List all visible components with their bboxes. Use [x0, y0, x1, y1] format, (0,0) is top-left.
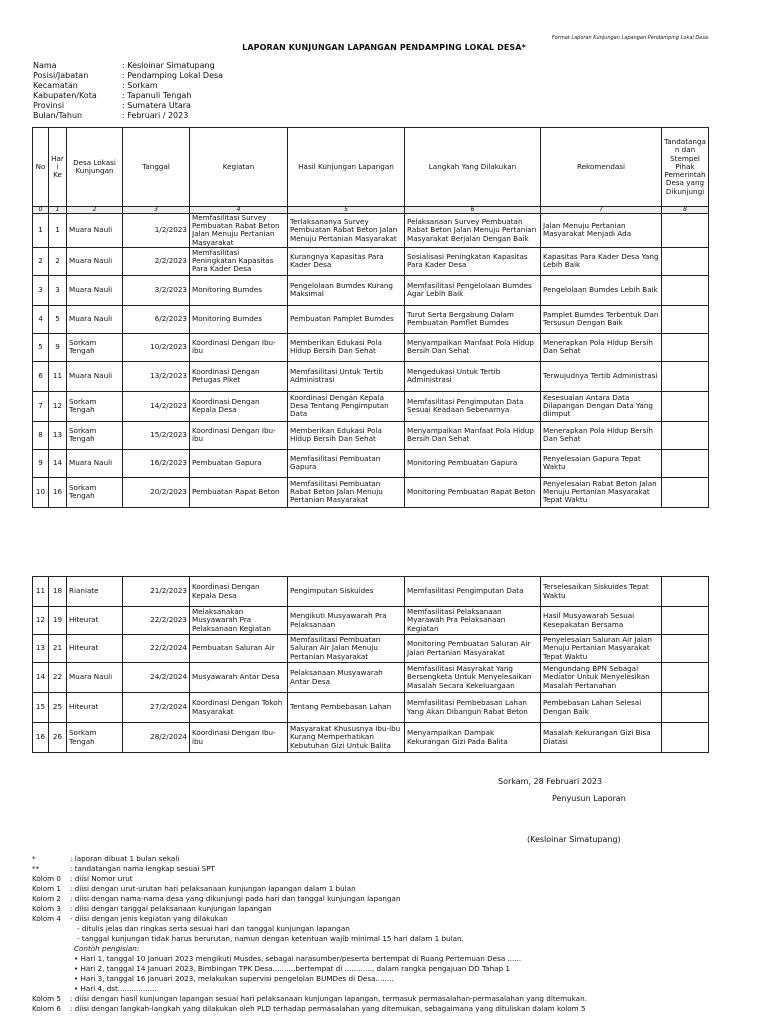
cell-hasil: Memfasilitasi Pembuatan Saluran Air Jalan Menuju Pertanian Masyarakat: [288, 635, 405, 663]
visit-table-page2: [32, 576, 709, 753]
cell-langkah: Monitoring Pembuatan Rapat Beton: [405, 477, 541, 507]
cell-tanggal: 15/2/2023: [123, 421, 190, 449]
note-text: : diisi dengan langkah-langkah yang dilakukan oleh PLD terhadap permasalahan yang ditemukan, sebagaimana yang dituliskan dalam kolom 5: [70, 1004, 586, 1013]
cell-rekomendasi: Penyelesaian Gapura Tepat Waktu: [541, 449, 662, 477]
cell-langkah: Menyampaikan Manfaat Pola Hidup Bersih Dan Sehat: [405, 333, 541, 361]
cell-langkah: Turut Serta Bergabung Dalam Pembuatan Pamflet Bumdes: [405, 305, 541, 333]
table-row: [33, 361, 709, 391]
info-value: : Sumatera Utara: [122, 101, 191, 111]
table-row: [33, 247, 709, 275]
table-row: [33, 693, 709, 723]
note-text: : diisi dengan urut-urutan hari pelaksanaan kunjungan lapangan dalam 1 bulan: [70, 884, 356, 893]
cell-desa: Muara Nauli: [67, 275, 123, 305]
cell-no: 6: [33, 361, 49, 391]
table-header-row: [33, 128, 709, 207]
cell-hari-ke: 25: [49, 693, 67, 723]
cell-no: 1: [33, 214, 49, 248]
note-text: : laporan dibuat 1 bulan sekali: [70, 854, 180, 863]
note-text: : diisi dengan hasil kunjungan lapangan sesuai hari pelaksanaan kunjungan lapangan, termasuk permasalahan-permasalahan yang ditemukan.: [70, 994, 587, 1003]
cell-tandatangan: [662, 635, 709, 663]
cell-tanggal: 27/2/2024: [123, 693, 190, 723]
note-row: [32, 914, 732, 924]
note-key: Kolom 5: [32, 994, 62, 1003]
cell-desa: Muara Nauli: [67, 247, 123, 275]
cell-hari-ke: 9: [49, 333, 67, 361]
header-kegiatan: Kegiatan: [190, 128, 288, 207]
notes-section: [32, 854, 732, 1014]
column-number: 0: [33, 207, 49, 214]
cell-hari-ke: 11: [49, 361, 67, 391]
info-label: Kecamatan: [33, 81, 78, 91]
table-row: [33, 663, 709, 693]
cell-tandatangan: [662, 449, 709, 477]
cell-no: 7: [33, 391, 49, 421]
cell-desa: Hiteurat: [67, 635, 123, 663]
cell-langkah: Memfasilitasi Pengelolaan Bumdes Agar Lebih Baik: [405, 275, 541, 305]
cell-hari-ke: 22: [49, 663, 67, 693]
cell-no: 2: [33, 247, 49, 275]
cell-hasil: Pengimputan Siskuides: [288, 577, 405, 607]
note-row: [32, 884, 732, 894]
cell-kegiatan: Melaksanakan Musyawarah Pra Pelaksanaan Kegiatan: [190, 607, 288, 635]
header-tandatangan: Tandatangan dan Stempel Pihak Pemerintah Desa yang Dikunjungi: [662, 128, 709, 207]
cell-kegiatan: Koordinasi Dengan Tokoh Masyarakat: [190, 693, 288, 723]
note-key: **: [32, 864, 40, 873]
cell-rekomendasi: Kapasitas Para Kader Desa Yang Lebih Baik: [541, 247, 662, 275]
cell-rekomendasi: Menerapkan Pola Hidup Bersih Dan Sehat: [541, 421, 662, 449]
cell-no: 4: [33, 305, 49, 333]
cell-kegiatan: Memfasilitasi Survey Pembuatan Rabat Beton Jalan Menuju Pertanian Masyarakat: [190, 214, 288, 248]
example-item: • Hari 4, dst.................: [74, 984, 157, 993]
table-row: [33, 723, 709, 753]
table-row: [33, 635, 709, 663]
cell-tanggal: 21/2/2023: [123, 577, 190, 607]
note-text: : tandatangan nama lengkap sesuai SPT: [70, 864, 215, 873]
header-desa: Desa Lokasi Kunjungan: [67, 128, 123, 207]
info-row-kecamatan: [33, 81, 223, 91]
cell-hasil: Memfasilitasi Untuk Tertib Administrasi: [288, 361, 405, 391]
cell-hasil: Pelaksanaan Musyawarah Antar Desa: [288, 663, 405, 693]
column-number-row: [33, 207, 709, 214]
info-row-posisi: [33, 71, 223, 81]
cell-hasil: Pengelolaan Bumdes Kurang Maksimal: [288, 275, 405, 305]
cell-rekomendasi: Penyelesaian Rabat Beton Jalan Menuju Pertanian Masyarakat Tepat Waktu: [541, 477, 662, 507]
table-row: [33, 214, 709, 248]
cell-kegiatan: Koordinasi Dengan Petugas Piket: [190, 361, 288, 391]
cell-tanggal: 1/2/2023: [123, 214, 190, 248]
cell-hasil: Masyarakat Khususnya Ibu-ibu Kurang Memperhatikan Kebutuhan Gizi Untuk Balita: [288, 723, 405, 753]
cell-langkah: Pelaksanaan Survey Pembuatan Rabat Beton Jalan Menuju Pertanian Masyarakat Berjalan Dengan Baik: [405, 214, 541, 248]
cell-no: 15: [33, 693, 49, 723]
cell-tanggal: 22/2/2023: [123, 607, 190, 635]
cell-no: 13: [33, 635, 49, 663]
cell-tandatangan: [662, 214, 709, 248]
table-row: [33, 421, 709, 449]
info-value: : Pendamping Lokal Desa: [122, 71, 224, 81]
cell-tandatangan: [662, 361, 709, 391]
identity-block: [33, 61, 223, 122]
cell-tandatangan: [662, 693, 709, 723]
cell-hasil: Memfasilitasi Pembuatan Gapura: [288, 449, 405, 477]
note-sub: - tanggal kunjungan tidak harus berurutan, namun dengan ketentuan wajib minimal 15 hari dalam 1 bulan.: [77, 934, 464, 943]
cell-no: 9: [33, 449, 49, 477]
cell-langkah: Menyampaikan Dampak Kekurangan Gizi Pada Balita: [405, 723, 541, 753]
signature-name: (Kesloinar Simatupang): [527, 835, 621, 844]
cell-langkah: Memfasilitasi Pengimputan Data Sesuai Keadaan Sebenarnya: [405, 391, 541, 421]
cell-kegiatan: Pembuatan Saluran Air: [190, 635, 288, 663]
cell-hasil: Memberikan Edukasi Pola Hidup Bersih Dan Sehat: [288, 333, 405, 361]
cell-desa: Muara Nauli: [67, 663, 123, 693]
cell-no: 11: [33, 577, 49, 607]
cell-hasil: Memberikan Edukasi Pola Hidup Bersih Dan Sehat: [288, 421, 405, 449]
header-hasil: Hasil Kunjungan Lapangan: [288, 128, 405, 207]
cell-hari-ke: 3: [49, 275, 67, 305]
cell-rekomendasi: Kesesuaian Antara Data Dilapangan Dengan Data Yang diimput: [541, 391, 662, 421]
cell-hari-ke: 14: [49, 449, 67, 477]
cell-no: 3: [33, 275, 49, 305]
cell-tandatangan: [662, 421, 709, 449]
note-text: : diisi Nomor urut: [70, 874, 133, 883]
cell-tanggal: 6/2/2023: [123, 305, 190, 333]
note-text: : diisi dengan nama-nama desa yang dikunjungi pada hari dan tanggal kunjungan lapangan: [70, 894, 401, 903]
table-row: [33, 477, 709, 507]
cell-hasil: Mengikuti Musyawarah Pra Pelaksanaan: [288, 607, 405, 635]
cell-tanggal: 3/2/2023: [123, 275, 190, 305]
cell-hari-ke: 21: [49, 635, 67, 663]
cell-rekomendasi: Jalan Menuju Pertanian Masyarakat Menjadi Ada: [541, 214, 662, 248]
note-row: [32, 994, 732, 1004]
cell-hasil: Tentang Pembebasan Lahan: [288, 693, 405, 723]
table-row: [33, 577, 709, 607]
info-label: Posisi/Jabatan: [33, 71, 89, 81]
cell-tandatangan: [662, 577, 709, 607]
note-text: - diisi dengan jenis kegiatan yang dilakukan: [70, 914, 228, 923]
column-number: 7: [541, 207, 662, 214]
info-row-bulan: [33, 111, 223, 121]
table-row: [33, 305, 709, 333]
cell-tandatangan: [662, 391, 709, 421]
cell-desa: Muara Nauli: [67, 449, 123, 477]
note-text: : diisi dengan tanggal pelaksanaan kunjungan lapangan: [70, 904, 272, 913]
cell-rekomendasi: Masalah Kekurangan Gizi Bisa Diatasi: [541, 723, 662, 753]
cell-kegiatan: Monitoring Bumdes: [190, 305, 288, 333]
visit-table-page1: [32, 127, 709, 508]
column-number: 3: [123, 207, 190, 214]
cell-desa: Rianiate: [67, 577, 123, 607]
cell-desa: Sorkam Tengah: [67, 723, 123, 753]
cell-kegiatan: Musyawarah Antar Desa: [190, 663, 288, 693]
note-row: [32, 874, 732, 884]
info-value: : Sorkam: [122, 81, 158, 91]
info-value: : Tapanuli Tengah: [122, 91, 192, 101]
note-row: [32, 1004, 732, 1014]
cell-tandatangan: [662, 477, 709, 507]
info-value: : Februari / 2023: [122, 111, 189, 121]
cell-no: 12: [33, 607, 49, 635]
cell-rekomendasi: Pembebasan Lahan Selesai Dengan Baik: [541, 693, 662, 723]
table-row: [33, 449, 709, 477]
cell-desa: Muara Nauli: [67, 305, 123, 333]
cell-tanggal: 24/2/2024: [123, 663, 190, 693]
info-row-kabupaten: [33, 91, 223, 101]
header-hari-ke: Hari Ke: [49, 128, 67, 207]
cell-desa: Sorkam Tengah: [67, 421, 123, 449]
example-item: • Hari 2, tanggal 14 Januari 2023, Bimbingan TPK Desa..........bertempat di ............, dalam rangka pengajuan DD Tahap 1: [74, 964, 510, 973]
header-no: No: [33, 128, 49, 207]
report-title: LAPORAN KUNJUNGAN LAPANGAN PENDAMPING LOKAL DESA*: [242, 43, 526, 52]
cell-langkah: Memfasilitasi Pembebasan Lahan Yang Akan Dibangun Rabat Beton: [405, 693, 541, 723]
cell-desa: Sorkam Tengah: [67, 333, 123, 361]
cell-hari-ke: 2: [49, 247, 67, 275]
format-note: Format Laporan Kunjungan Lapangan Pendamping Lokal Desa: [551, 35, 708, 41]
cell-kegiatan: Pembuatan Rapat Beton: [190, 477, 288, 507]
cell-hari-ke: 12: [49, 391, 67, 421]
cell-langkah: Memfasilitasi Pengimputan Data: [405, 577, 541, 607]
note-row: [32, 894, 732, 904]
example-heading: Contoh pengisian:: [74, 944, 140, 953]
table-row: [33, 391, 709, 421]
cell-hari-ke: 26: [49, 723, 67, 753]
info-value: : Kesloinar Simatupang: [122, 61, 215, 70]
note-row: [32, 864, 732, 874]
cell-hasil: Pembuatan Pamplet Bumdes: [288, 305, 405, 333]
cell-desa: Sorkam Tengah: [67, 477, 123, 507]
cell-langkah: Mengedukasi Untuk Tertib Administrasi: [405, 361, 541, 391]
note-key: *: [32, 854, 36, 863]
cell-tanggal: 14/2/2023: [123, 391, 190, 421]
cell-kegiatan: Koordinasi Dengan Ibu-ibu: [190, 421, 288, 449]
cell-tandatangan: [662, 607, 709, 635]
info-label: Provinsi: [33, 101, 65, 111]
cell-rekomendasi: Menerapkan Pola Hidup Bersih Dan Sehat: [541, 333, 662, 361]
cell-rekomendasi: Terwujudnya Tertib Administrasi: [541, 361, 662, 391]
cell-tandatangan: [662, 663, 709, 693]
cell-tanggal: 16/2/2023: [123, 449, 190, 477]
cell-no: 16: [33, 723, 49, 753]
cell-desa: Sorkam Tengah: [67, 391, 123, 421]
column-number: 4: [190, 207, 288, 214]
cell-no: 14: [33, 663, 49, 693]
info-label: Nama: [33, 61, 57, 70]
example-item: • Hari 1, tanggal 10 Januari 2023 mengikuti Musdes, sebagai narasumber/peserta bertempat di Ruang Pertemuan Desa ......: [74, 954, 522, 963]
note-key: Kolom 0: [32, 874, 62, 883]
cell-hasil: Kurangnya Kapasitas Para Kader Desa: [288, 247, 405, 275]
cell-no: 5: [33, 333, 49, 361]
cell-tanggal: 22/2/2024: [123, 635, 190, 663]
info-row-provinsi: [33, 101, 223, 111]
table-row: [33, 275, 709, 305]
cell-tanggal: 10/2/2023: [123, 333, 190, 361]
cell-hasil: Terlaksananya Survey Pembuatan Rabat Beton Jalan Menuju Pertanian Masyarakat: [288, 214, 405, 248]
header-rekomendasi: Rekomendasi: [541, 128, 662, 207]
cell-kegiatan: Monitoring Bumdes: [190, 275, 288, 305]
cell-hari-ke: 5: [49, 305, 67, 333]
cell-rekomendasi: Penyelesaian Saluran Air Jalan Menuju Pertanian Masyarakat Tepat Waktu: [541, 635, 662, 663]
table-body-page2: [33, 577, 709, 753]
note-sub: - ditulis jelas dan ringkas serta sesuai hari dan tanggal kunjungan lapangan: [77, 924, 350, 933]
cell-hari-ke: 16: [49, 477, 67, 507]
cell-tanggal: 20/2/2023: [123, 477, 190, 507]
cell-langkah: Memfasilitasi Masyrakat Yang Bersengketa Untuk Menyelesaikan Masalah Secara Kekeluargaan: [405, 663, 541, 693]
cell-kegiatan: Koordinasi Dengan Ibu-ibu: [190, 333, 288, 361]
column-number: 1: [49, 207, 67, 214]
cell-tandatangan: [662, 723, 709, 753]
note-row: [32, 904, 732, 914]
cell-langkah: Monitoring Pembuatan Gapura: [405, 449, 541, 477]
note-key: Kolom 3: [32, 904, 62, 913]
cell-hari-ke: 19: [49, 607, 67, 635]
cell-rekomendasi: Pamplet Bumdes Terbentuk Dan Tersusun Dengan Baik: [541, 305, 662, 333]
cell-no: 10: [33, 477, 49, 507]
cell-hasil: Koordinasi Dengan Kepala Desa Tentang Pengimputan Data: [288, 391, 405, 421]
info-label: Bulan/Tahun: [33, 111, 83, 121]
note-key: Kolom 1: [32, 884, 62, 893]
cell-kegiatan: Memfasilitasi Peningkatan Kapasitas Para Kader Desa: [190, 247, 288, 275]
cell-kegiatan: Pembuatan Gapura: [190, 449, 288, 477]
header-tanggal: Tanggal: [123, 128, 190, 207]
note-key: Kolom 4: [32, 914, 62, 923]
cell-hari-ke: 18: [49, 577, 67, 607]
cell-desa: Muara Nauli: [67, 214, 123, 248]
cell-rekomendasi: Pengelolaan Bumdes Lebih Baik: [541, 275, 662, 305]
signature-place-date: Sorkam, 28 Februari 2023: [498, 777, 603, 786]
cell-tandatangan: [662, 275, 709, 305]
header-langkah: Langkah Yang Dilakukan: [405, 128, 541, 207]
cell-langkah: Memfasilitasi Pelaksanaan Myarawah Pra Pelaksanaan Kegiatan: [405, 607, 541, 635]
cell-langkah: Monitoring Pembuatan Saluran Air Jalan Pertanian Masyarakat: [405, 635, 541, 663]
info-label: Kabupaten/Kota: [33, 91, 97, 101]
cell-rekomendasi: Mengundang BPN Sebagai Mediator Untuk Menyelesikan Masalah Pertanahan: [541, 663, 662, 693]
cell-langkah: Sosialisasi Peningkatan Kapasitas Para Kader Desa: [405, 247, 541, 275]
note-row: [32, 854, 732, 864]
cell-tandatangan: [662, 247, 709, 275]
column-number: 2: [67, 207, 123, 214]
cell-tandatangan: [662, 333, 709, 361]
column-number: 6: [405, 207, 541, 214]
cell-rekomendasi: Terselesaikan Siskuides Tepat Waktu: [541, 577, 662, 607]
cell-hari-ke: 1: [49, 214, 67, 248]
cell-langkah: Menyampaikan Manfaat Pola Hidup Bersih Dan Sehat: [405, 421, 541, 449]
cell-hari-ke: 13: [49, 421, 67, 449]
cell-rekomendasi: Hasil Musyawarah Sesuai Kesepakatan Bersama: [541, 607, 662, 635]
cell-no: 8: [33, 421, 49, 449]
cell-tanggal: 28/2/2024: [123, 723, 190, 753]
note-key: Kolom 2: [32, 894, 62, 903]
cell-kegiatan: Koordinasi Dengan Kepala Desa: [190, 577, 288, 607]
signature-role: Penyusun Laporan: [552, 794, 626, 803]
cell-tanggal: 13/2/2023: [123, 361, 190, 391]
cell-tandatangan: [662, 305, 709, 333]
cell-desa: Hiteurat: [67, 693, 123, 723]
column-number: 8: [662, 207, 709, 214]
cell-desa: Hiteurat: [67, 607, 123, 635]
cell-kegiatan: Koordinasi Dengan Kepala Desa: [190, 391, 288, 421]
note-key: Kolom 6: [32, 1004, 62, 1013]
info-row-nama: [33, 61, 223, 71]
column-number: 5: [288, 207, 405, 214]
cell-hasil: Memfasilitasi Pembuatan Rabat Beton Jalan Menuju Pertanian Masyarakat: [288, 477, 405, 507]
cell-kegiatan: Koordinasi Dengan Ibu-ibu: [190, 723, 288, 753]
cell-tanggal: 2/2/2023: [123, 247, 190, 275]
table-body-page1: [33, 214, 709, 508]
cell-desa: Muara Nauli: [67, 361, 123, 391]
table-row: [33, 333, 709, 361]
table-row: [33, 607, 709, 635]
example-item: • Hari 3, tanggal 16 Januari 2023, melakukan supervisi pengelolan BUMDes di Desa........: [74, 974, 394, 983]
